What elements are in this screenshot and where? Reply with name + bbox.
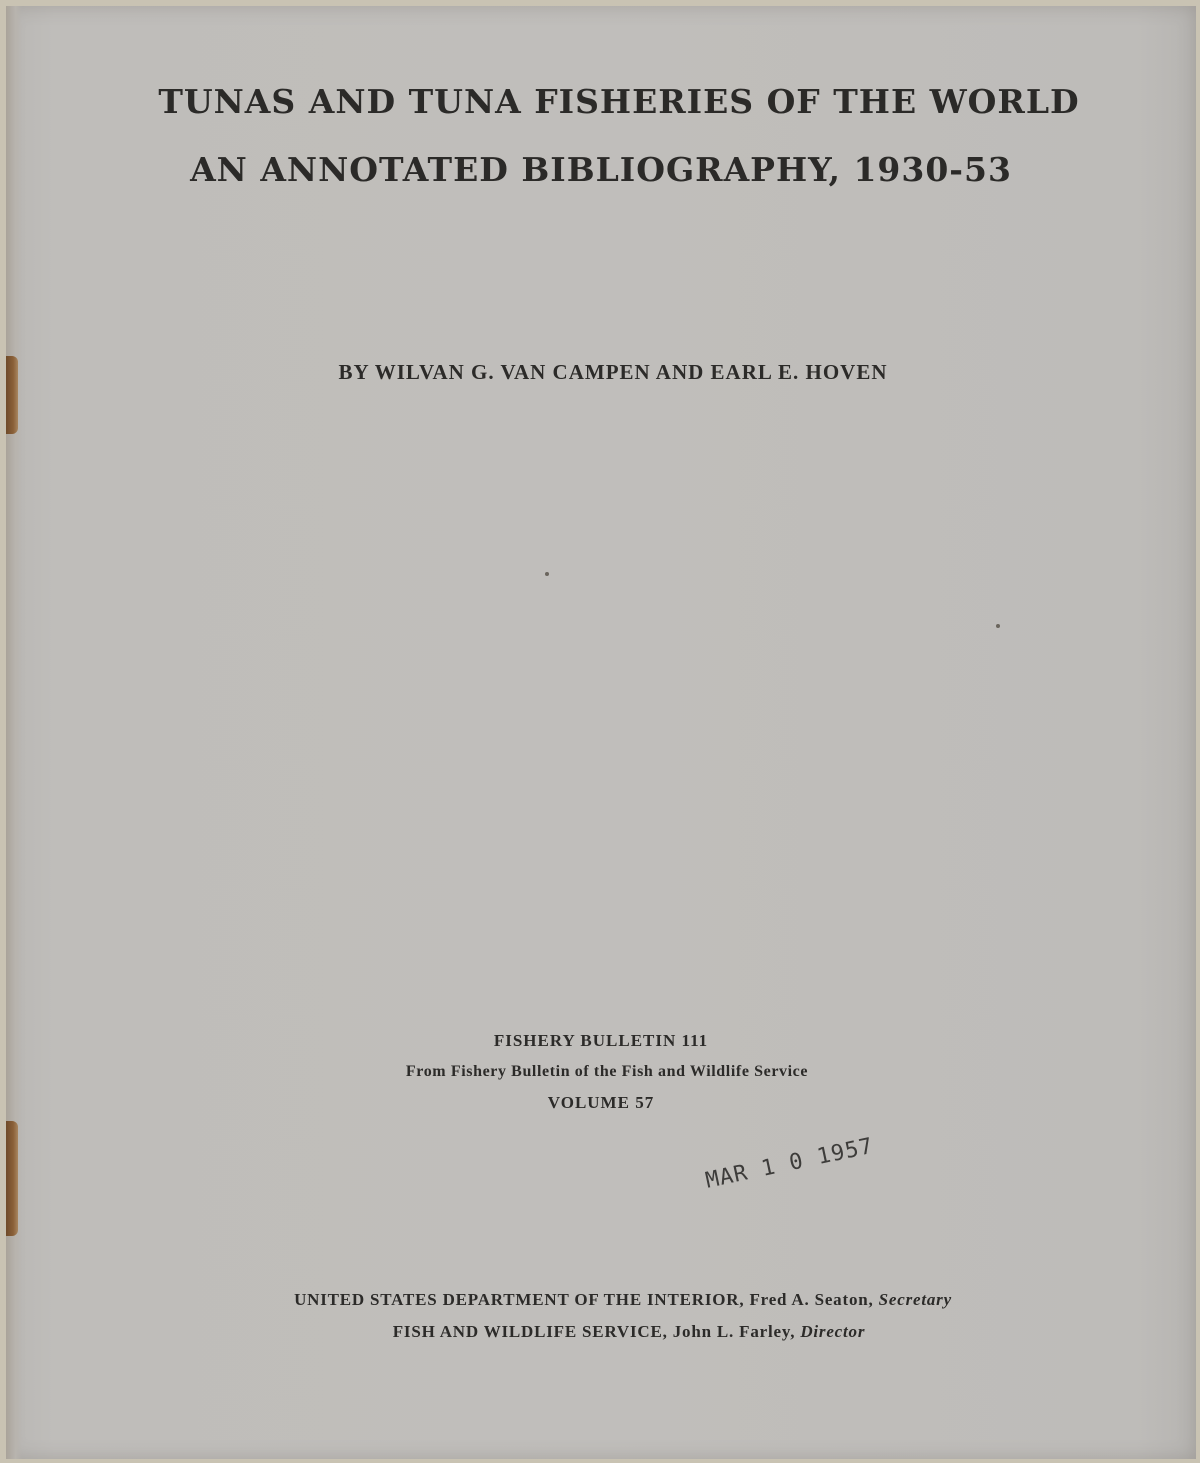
bulletin-name: FISHERY BULLETIN 111 — [493, 1031, 709, 1050]
department-role: Secretary — [878, 1290, 952, 1309]
department-line — [6, 1290, 1196, 1310]
bulletin-source: From Fishery Bulletin of the Fish and Wildlife Service — [405, 1063, 809, 1080]
service-line — [6, 1322, 1196, 1342]
paper-speck — [996, 624, 1000, 628]
service-text: FISH AND WILDLIFE SERVICE, John L. Farley, — [392, 1322, 796, 1341]
booklet-cover — [6, 6, 1196, 1459]
title-line-2: AN ANNOTATED BIBLIOGRAPHY, 1930-53 — [190, 150, 1012, 189]
bulletin-volume: VOLUME 57 — [547, 1093, 655, 1112]
cover-spine-edge — [6, 6, 22, 1459]
date-stamp: MAR 1 0 1957 — [703, 1133, 876, 1194]
service-role: Director — [800, 1322, 866, 1341]
rusted-staple-bottom — [6, 1121, 18, 1236]
title-line-1: TUNAS AND TUNA FISHERIES OF THE WORLD — [158, 82, 1080, 121]
department-text: UNITED STATES DEPARTMENT OF THE INTERIOR, Fred A. Seaton, — [294, 1290, 874, 1309]
authors-line: BY WILVAN G. VAN CAMPEN AND EARL E. HOVEN — [338, 360, 888, 384]
paper-speck — [545, 572, 549, 576]
